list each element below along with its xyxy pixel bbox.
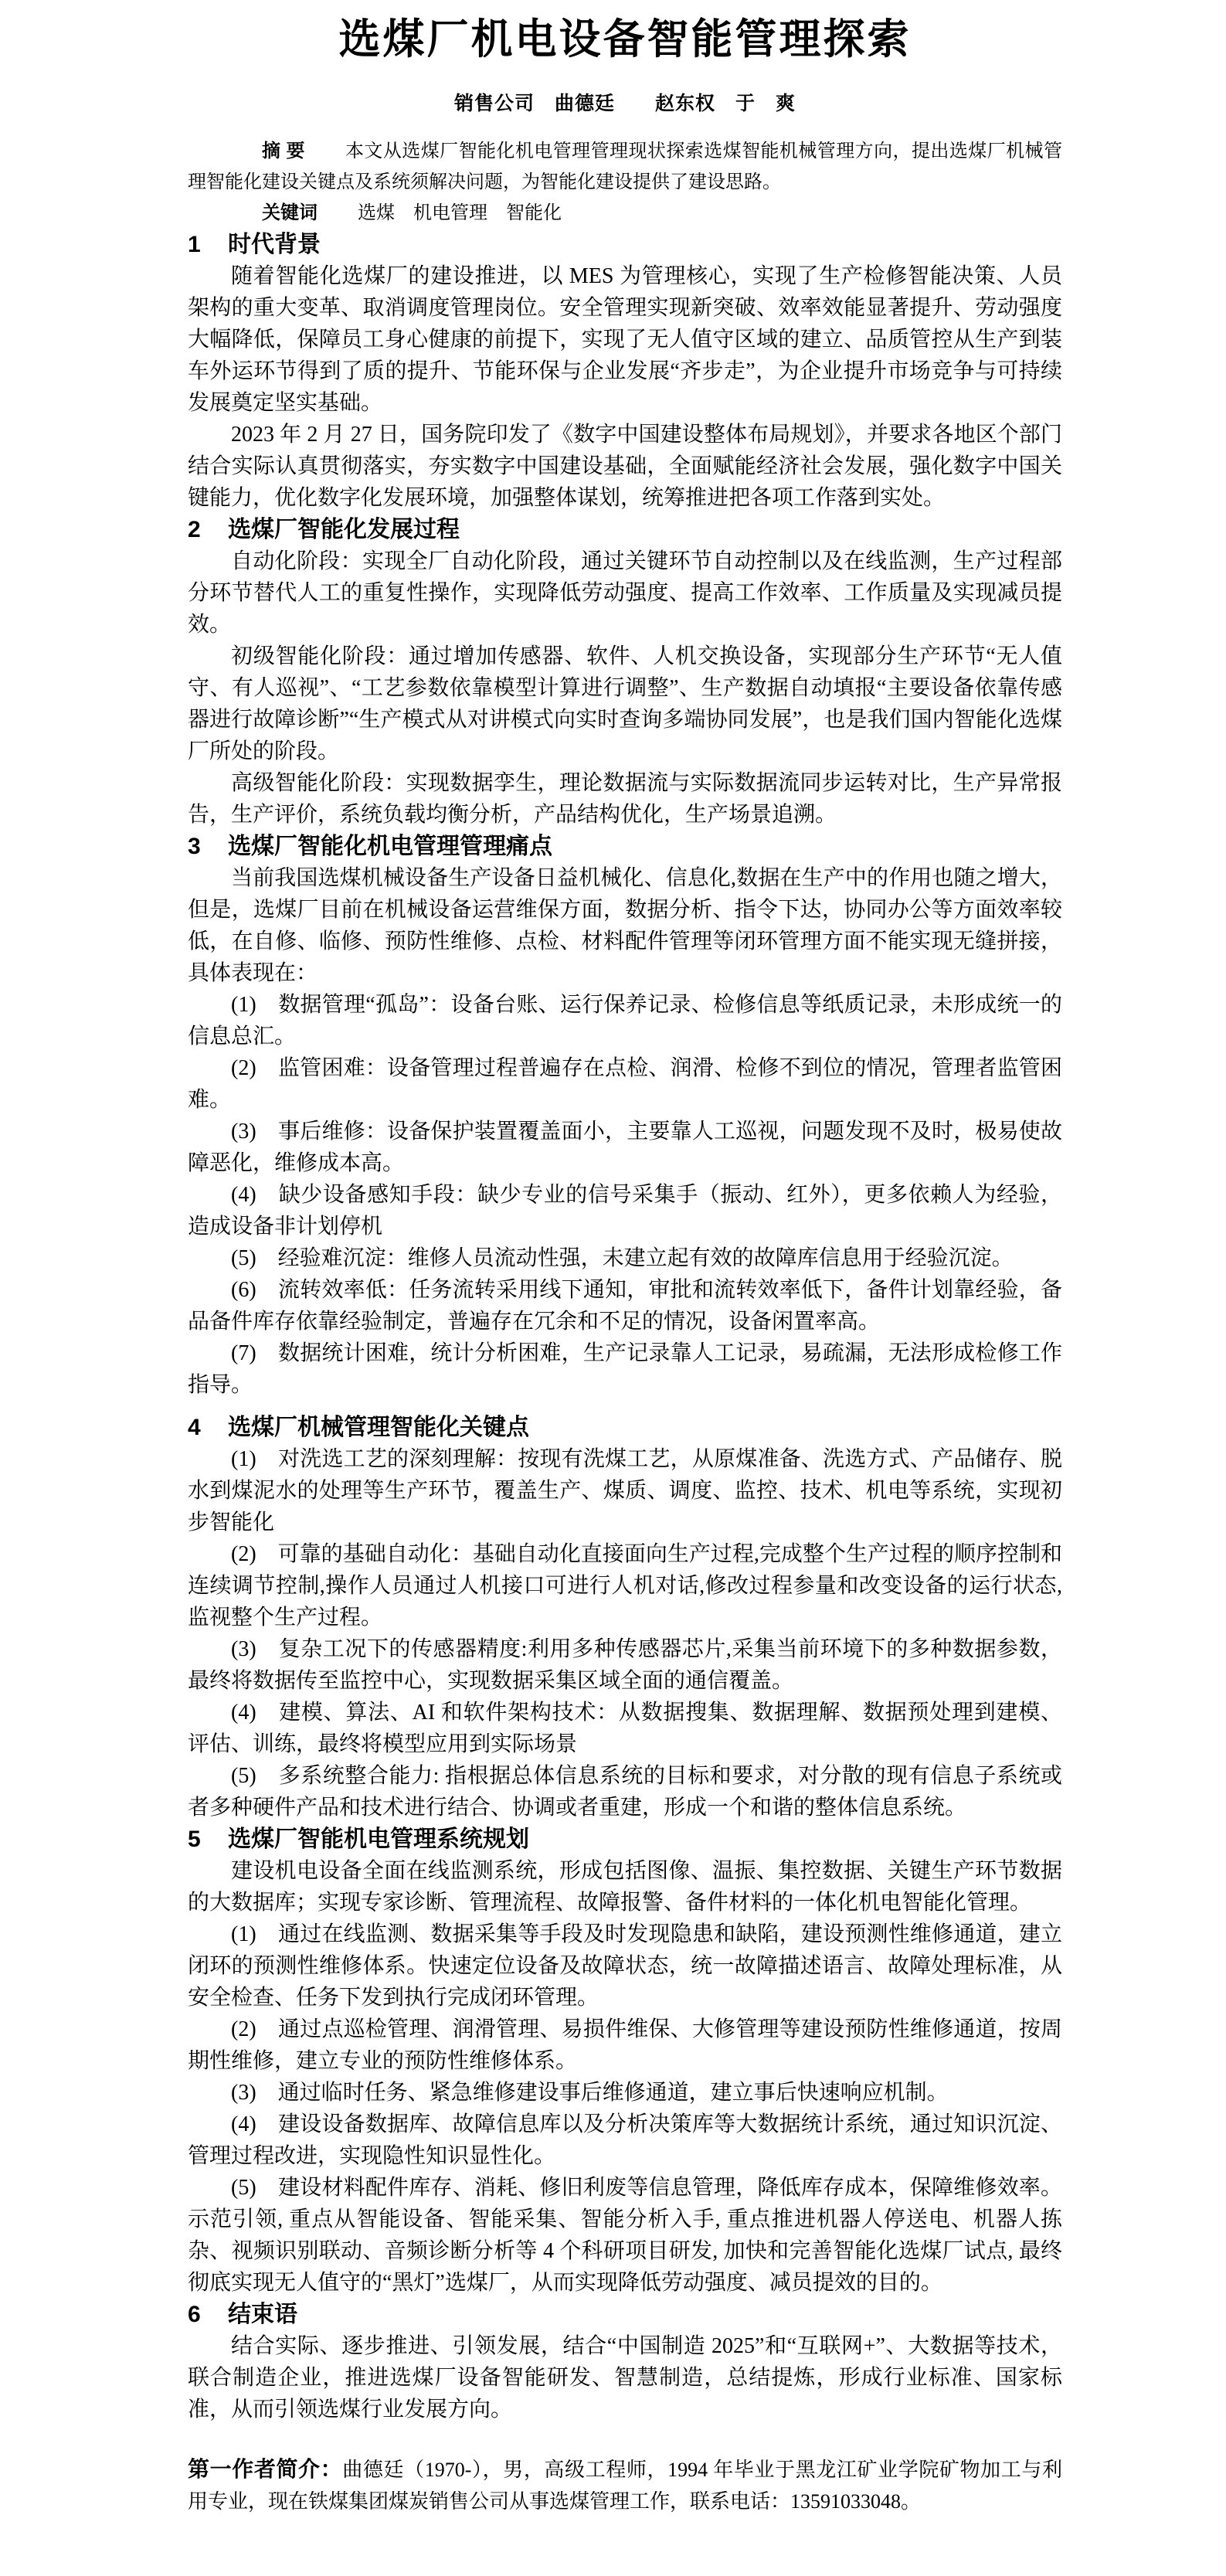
body-paragraph: 建设机电设备全面在线监测系统，形成包括图像、温振、集控数据、关键生产环节数据的大数据库；实现专家诊断、管理流程、故障报警、备件材料的一体化机电智能化管理。: [188, 1859, 1062, 1915]
section-title: 选煤厂智能化发展过程: [228, 517, 460, 542]
section-title: 选煤厂机械管理智能化关键点: [228, 1415, 529, 1440]
body-paragraph: (5) 多系统整合能力: 指根据总体信息系统的目标和要求，对分散的现有信息子系统或者多种硬件产品和技术进行结合、协调或者重建，形成一个和谐的整体信息系统。: [188, 1764, 1062, 1820]
document-content: [188, 0, 1062, 2517]
section-number: 2: [188, 517, 201, 542]
author-bio: [188, 2453, 1062, 2517]
section-heading-3: [188, 831, 1062, 862]
keywords-line: [188, 198, 1062, 229]
body-paragraph: 随着智能化选煤厂的建设推进，以 MES 为管理核心，实现了生产检修智能决策、人员架构的重大变革、取消调度管理岗位。安全管理实现新突破、效率效能显著提升、劳动强度大幅降低，保障员工身心健康的前提下，实现了无人值守区域的建立、品质管控从生产到装车外运环节得到了质的提升、节能环保与企业发展“齐步走”，为企业提升市场竞争与可持续发展奠定坚实基础。: [188, 264, 1062, 415]
body-paragraph: (1) 对洗选工艺的深刻理解：按现有洗煤工艺，从原煤准备、洗选方式、产品储存、脱水到煤泥水的处理等生产环节，覆盖生产、煤质、调度、监控、技术、机电等系统，实现初步智能化: [188, 1447, 1062, 1534]
body-paragraph: 自动化阶段：实现全厂自动化阶段，通过关键环节自动控制以及在线监测，生产过程部分环节替代人工的重复性操作，实现降低劳动强度、提高工作效率、工作质量及实现减员提效。: [188, 549, 1062, 637]
body-paragraph: 结合实际、逐步推进、引领发展，结合“中国制造 2025”和“互联网+”、大数据等技术，联合制造企业，推进选煤厂设备智能研发、智慧制造，总结提炼，形成行业标准、国家标准，从而引领选煤行业发展方向。: [188, 2334, 1062, 2421]
keywords-text: 选煤 机电管理 智能化: [358, 203, 562, 223]
page-title: 选煤厂机电设备智能管理探索: [338, 16, 912, 63]
bio-label: 第一作者简介：: [188, 2457, 343, 2481]
body-paragraph: (1) 通过在线监测、数据采集等手段及时发现隐患和缺陷，建设预测性维修通道，建立闭环的预测性维修体系。快速定位设备及故障状态，统一故障描述语言、故障处理标准，从安全检查、任务下发到执行完成闭环管理。: [188, 1922, 1062, 2010]
body-paragraph: (4) 建设设备数据库、故障信息库以及分析决策库等大数据统计系统，通过知识沉淀、管理过程改进，实现隐性知识显性化。: [188, 2112, 1062, 2168]
section-title: 选煤厂智能机电管理系统规划: [228, 1827, 529, 1852]
body-paragraph: (1) 数据管理“孤岛”：设备台账、运行保养记录、检修信息等纸质记录，未形成统一的信息总汇。: [188, 993, 1062, 1048]
abstract-text: 本文从选煤厂智能化机电管理管理现状探索选煤智能机械管理方向，提出选煤厂机械管理智能化建设关键点及系统须解决问题，为智能化建设提供了建设思路。: [188, 141, 1062, 192]
body-paragraph: (2) 通过点巡检管理、润滑管理、易损件维保、大修管理等建设预防性维修通道，按周期性维修，建立专业的预防性维修体系。: [188, 2017, 1062, 2073]
body-paragraph: (2) 监管困难：设备管理过程普遍存在点检、润滑、检修不到位的情况，管理者监管困难。: [188, 1056, 1062, 1112]
body-paragraph: (2) 可靠的基础自动化：基础自动化直接面向生产过程,完成整个生产过程的顺序控制和连续调节控制,操作人员通过人机接口可进行人机对话,修改过程参量和改变设备的运行状态,监视整个生产过程。: [188, 1542, 1062, 1630]
body-paragraph: 高级智能化阶段：实现数据孪生，理论数据流与实际数据流同步运转对比，生产异常报告，生产评价，系统负载均衡分析，产品结构优化，生产场景追溯。: [188, 771, 1062, 827]
section-title: 选煤厂智能化机电管理管理痛点: [228, 834, 552, 859]
body-paragraph: 2023 年 2 月 27 日，国务院印发了《数字中国建设整体布局规划》，并要求各地区个部门结合实际认真贯彻落实，夯实数字中国建设基础，全面赋能经济社会发展，强化数字中国关键能力，优化数字化发展环境，加强整体谋划，统筹推进把各项工作落到实处。: [188, 423, 1062, 510]
body-paragraph: 当前我国选煤机械设备生产设备日益机械化、信息化,数据在生产中的作用也随之增大，但是，选煤厂目前在机械设备运营维保方面，数据分析、指令下达，协同办公等方面效率较低，在自修、临修、预防性维修、点检、材料配件管理等闭环管理方面不能实现无缝拼接，具体表现在：: [188, 866, 1062, 985]
authors-line: 销售公司 曲德廷 赵东权 于 爽: [453, 93, 796, 114]
keywords-label: 关键词: [262, 202, 318, 223]
section-number: 6: [188, 2302, 201, 2327]
bio-text: 曲德廷（1970-），男，高级工程师，1994 年毕业于黑龙江矿业学院矿物加工与利用专业，现在铁煤集团煤炭销售公司从事选煤管理工作，联系电话：13591033048。: [188, 2459, 1062, 2513]
body-paragraph: (5) 经验难沉淀：维修人员流动性强，未建立起有效的故障库信息用于经验沉淀。: [231, 1246, 1014, 1270]
section-number: 4: [188, 1415, 201, 1440]
section-heading-6: [188, 2299, 1062, 2330]
body-paragraph: (4) 缺少设备感知手段：缺少专业的信号采集手（振动、红外），更多依赖人为经验，造成设备非计划停机: [188, 1183, 1062, 1239]
section-heading-5: [188, 1823, 1062, 1855]
section-number: 3: [188, 834, 201, 859]
section-heading-4: [188, 1412, 1062, 1443]
body-paragraph: (6) 流转效率低：任务流转采用线下通知，审批和流转效率低下，备件计划靠经验，备品备件库存依靠经验制定，普遍存在冗余和不足的情况，设备闲置率高。: [188, 1278, 1062, 1334]
section-title: 结束语: [228, 2302, 297, 2327]
abstract-label: 摘 要: [262, 141, 305, 161]
body-paragraph: (4) 建模、算法、AI 和软件架构技术：从数据搜集、数据理解、数据预处理到建模、评估、训练，最终将模型应用到实际场景: [188, 1701, 1062, 1756]
section-heading-2: [188, 514, 1062, 545]
sections: [188, 229, 1062, 2425]
section-heading-1: [188, 229, 1062, 260]
section-number: 5: [188, 1827, 201, 1852]
section-title: 时代背景: [228, 232, 321, 257]
body-paragraph: 初级智能化阶段：通过增加传感器、软件、人机交换设备，实现部分生产环节“无人值守、有人巡视”、“工艺参数依靠模型计算进行调整”、生产数据自动填报“主要设备依靠传感器进行故障诊断”“生产模式从对讲模式向实时查询多端协同发展”，也是我们国内智能化选煤厂所处的阶段。: [188, 644, 1062, 763]
body-paragraph: (3) 通过临时任务、紧急维修建设事后维修通道，建立事后快速响应机制。: [231, 2081, 949, 2105]
body-paragraph: (3) 事后维修：设备保护装置覆盖面小，主要靠人工巡视，问题发现不及时，极易使故障恶化，维修成本高。: [188, 1120, 1062, 1175]
body-paragraph: (5) 建设材料配件库存、消耗、修旧利废等信息管理，降低库存成本，保障维修效率。示范引领, 重点从智能设备、智能采集、智能分析入手, 重点推进机器人停送电、机器人拣杂、视频识别联动、音频诊断分析等 4 个科研项目研发, 加快和完善智能化选煤厂试点, 最终彻底实现无人值守的“黑灯”选煤厂，从而实现降低劳动强度、减员提效的目的。: [188, 2176, 1062, 2295]
abstract-paragraph: [188, 136, 1062, 198]
section-number: 1: [188, 232, 201, 257]
body-paragraph: (3) 复杂工况下的传感器精度:利用多种传感器芯片,采集当前环境下的多种数据参数，最终将数据传至监控中心，实现数据采集区域全面的通信覆盖。: [188, 1637, 1062, 1693]
body-paragraph: (7) 数据统计困难，统计分析困难，生产记录靠人工记录，易疏漏，无法形成检修工作指导。: [188, 1341, 1062, 1397]
